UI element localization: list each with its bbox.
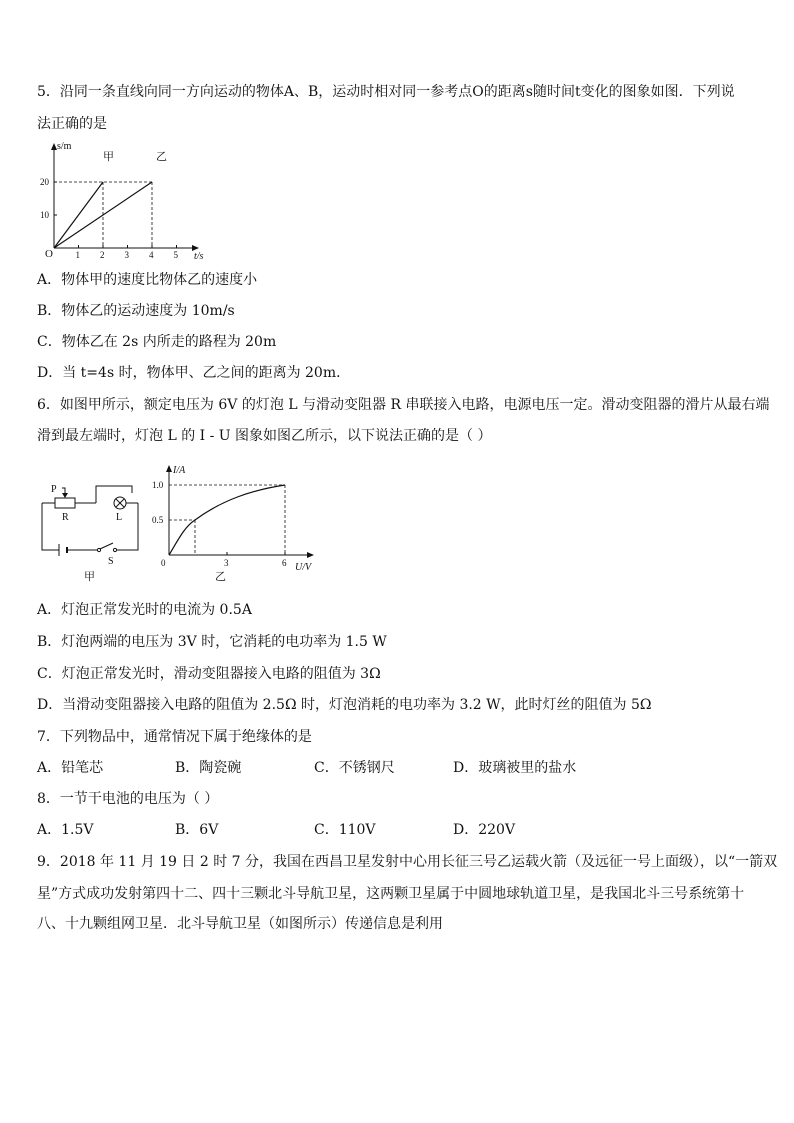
q7-option-d: D．玻璃被里的盐水 xyxy=(453,760,577,776)
q6-circuit-diagram xyxy=(37,478,142,584)
q6-xtick-3: 3 xyxy=(224,558,229,568)
q5-ytick-label: 20 xyxy=(40,177,49,187)
q6-x-axis-arrow xyxy=(307,552,314,558)
q5-option-d: D．当 t=4s 时，物体甲、乙之间的距离为 20m． xyxy=(37,365,351,381)
q5-xtick-label: 2 xyxy=(100,250,105,260)
q6-graph-caption: 乙 xyxy=(215,571,226,583)
q5-option-c: C．物体乙在 2s 内所走的路程为 20m xyxy=(37,334,277,350)
q7-option-b: B．陶瓷碗 xyxy=(175,760,242,776)
q8-option-d: D．220V xyxy=(453,822,516,838)
q5-xtick-label: 3 xyxy=(124,250,129,260)
q5-xtick-label: 4 xyxy=(149,250,154,260)
circuit-label-l: L xyxy=(116,512,123,523)
q5-stem-line1: 5．沿同一条直线向同一方向运动的物体A、B，运动时相对同一参考点O的距离s随时间t变化的图象如图．下列说 xyxy=(37,84,735,100)
q8-stem: 8．一节干电池的电压为（ ） xyxy=(37,791,219,807)
q7-option-a: A．铅笔芯 xyxy=(37,760,104,776)
q7-options xyxy=(37,758,757,778)
q5-ytick-label: 10 xyxy=(40,210,49,220)
q6-origin-label: 0 xyxy=(161,558,166,568)
q9-stem-line1: 9．2018 年 11 月 19 日 2 时 7 分，我国在西昌卫星发射中心用长征三号乙运载火箭（及远征一号上面级），以“一箭双 xyxy=(37,854,778,870)
q5-series-jia-label: 甲 xyxy=(103,151,114,163)
q8-option-a: A．1.5V xyxy=(37,822,94,838)
q6-ytick-0.5: 0.5 xyxy=(152,515,164,525)
q6-option-b: B．灯泡两端的电压为 3V 时，它消耗的电功率为 1.5 W xyxy=(37,634,387,650)
q7-option-c: C．不锈钢尺 xyxy=(314,760,395,776)
q8-option-b: B．6V xyxy=(175,822,219,838)
q5-option-a: A．物体甲的速度比物体乙的速度小 xyxy=(37,272,258,288)
q5-origin-label: O xyxy=(45,248,53,260)
q8-options xyxy=(37,820,757,840)
q6-option-c: C．灯泡正常发光时，滑动变阻器接入电路的阻值为 3Ω xyxy=(37,666,381,682)
q6-stem-line2: 滑到最左端时，灯泡 L 的 I - U 图象如图乙所示，以下说法正确的是（ ） xyxy=(37,428,492,444)
q5-xtick-label: 1 xyxy=(75,250,80,260)
q6-iu-graph xyxy=(152,462,322,586)
q5-xtick-label: 5 xyxy=(173,250,178,260)
circuit-label-p: P xyxy=(51,484,57,495)
q6-y-axis-arrow xyxy=(166,465,172,472)
q9-stem-line3: 八、十九颗组网卫星．北斗导航卫星（如图所示）传递信息是利用 xyxy=(37,916,443,932)
q6-stem-line1: 6．如图甲所示，额定电压为 6V 的灯泡 L 与滑动变阻器 R 串联接入电路，电源电压一定。滑动变阻器的滑片从最右端 xyxy=(37,397,770,413)
q6-option-d: D．当滑动变阻器接入电路的阻值为 2.5Ω 时，灯泡消耗的电功率为 3.2 W，此时灯丝的阻值为 5Ω xyxy=(37,697,652,713)
q6-xtick-6: 6 xyxy=(282,558,287,568)
q6-ytick-1: 1.0 xyxy=(152,480,164,490)
q8-option-c: C．110V xyxy=(314,822,376,838)
q6-xlabel: U/V xyxy=(295,562,312,573)
q5-stem-line2: 法正确的是 xyxy=(37,116,107,132)
circuit-caption: 甲 xyxy=(84,571,95,583)
q7-stem: 7．下列物品中，通常情况下属于绝缘体的是 xyxy=(37,729,312,745)
circuit-label-s: S xyxy=(108,556,114,567)
q5-st-graph xyxy=(37,138,212,260)
q5-option-b: B．物体乙的运动速度为 10m/s xyxy=(37,303,235,319)
q5-ylabel: s/m xyxy=(57,141,72,152)
circuit-label-r: R xyxy=(62,512,69,523)
q5-series-yi-label: 乙 xyxy=(156,151,167,163)
q6-ylabel: I/A xyxy=(173,465,186,476)
resistor-symbol xyxy=(55,498,75,508)
q5-xlabel: t/s xyxy=(194,251,204,260)
q6-option-a: A．灯泡正常发光时的电流为 0.5A xyxy=(37,602,252,618)
q9-stem-line2: 星”方式成功发射第四十二、四十三颗北斗导航卫星，这两颗卫星属于中圆地球轨道卫星，是我国北斗三号系统第十 xyxy=(37,886,745,902)
